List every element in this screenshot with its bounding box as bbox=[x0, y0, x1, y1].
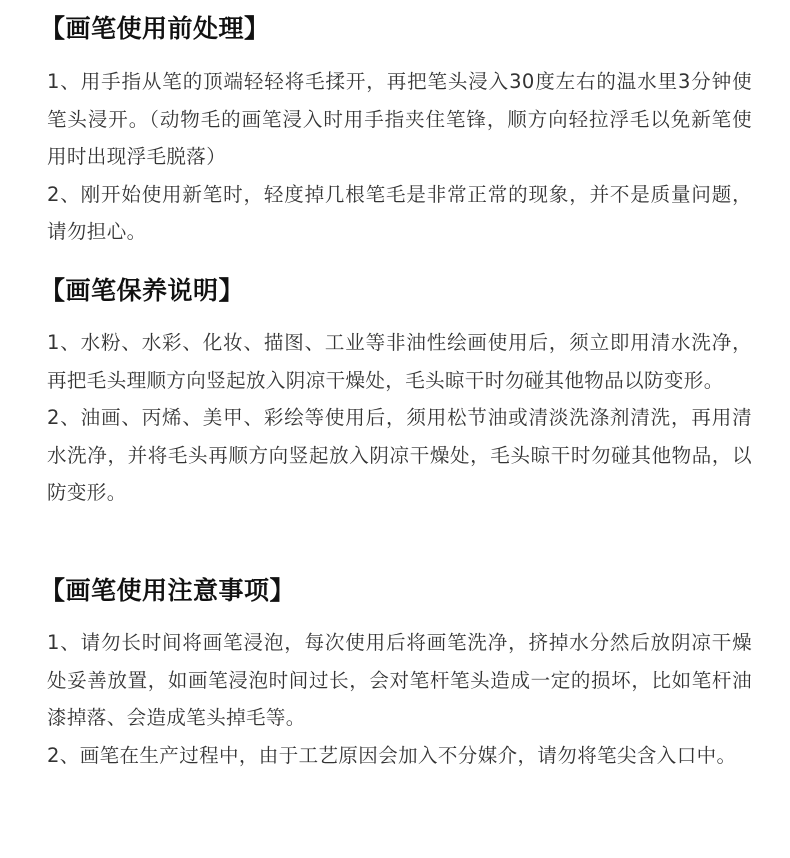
list-item: 1、水粉、水彩、化妆、描图、工业等非油性绘画使用后，须立即用清水洗净，再把毛头理顺方向竖起放入阴凉干燥处，毛头晾干时勿碰其他物品以防变形。 bbox=[47, 331, 752, 392]
section-title: 【画笔保养说明】 bbox=[40, 276, 245, 305]
list-item: 2、刚开始使用新笔时，轻度掉几根笔毛是非常正常的现象，并不是质量问题，请勿担心。 bbox=[47, 182, 752, 243]
section-body bbox=[40, 324, 752, 512]
section-body bbox=[40, 63, 752, 251]
section-title: 【画笔使用注意事项】 bbox=[40, 576, 296, 605]
section-precautions bbox=[40, 575, 752, 774]
section-maintenance bbox=[40, 275, 752, 512]
section-body bbox=[40, 624, 752, 774]
list-item: 1、用手指从笔的顶端轻轻将毛揉开，再把笔头浸入30度左右的温水里3分钟使笔头浸开。（动物毛的画笔浸入时用手指夹住笔锋，顺方向轻拉浮毛以免新笔使用时出现浮毛脱落） bbox=[47, 70, 752, 168]
section-pre-use-treatment bbox=[40, 13, 752, 251]
list-item: 1、请勿长时间将画笔浸泡，每次使用后将画笔洗净，挤掉水分然后放阴凉干燥处妥善放置，如画笔浸泡时间过长，会对笔杆笔头造成一定的损坏，比如笔杆油漆掉落、会造成笔头掉毛等。 bbox=[47, 631, 752, 729]
list-item: 2、画笔在生产过程中，由于工艺原因会加入不分媒介，请勿将笔尖含入口中。 bbox=[47, 743, 737, 767]
section-title: 【画笔使用前处理】 bbox=[40, 14, 270, 43]
list-item: 2、油画、丙烯、美甲、彩绘等使用后，须用松节油或清淡洗涤剂清洗，再用清水洗净，并将毛头再顺方向竖起放入阴凉干燥处，毛头晾干时勿碰其他物品，以防变形。 bbox=[47, 406, 752, 504]
